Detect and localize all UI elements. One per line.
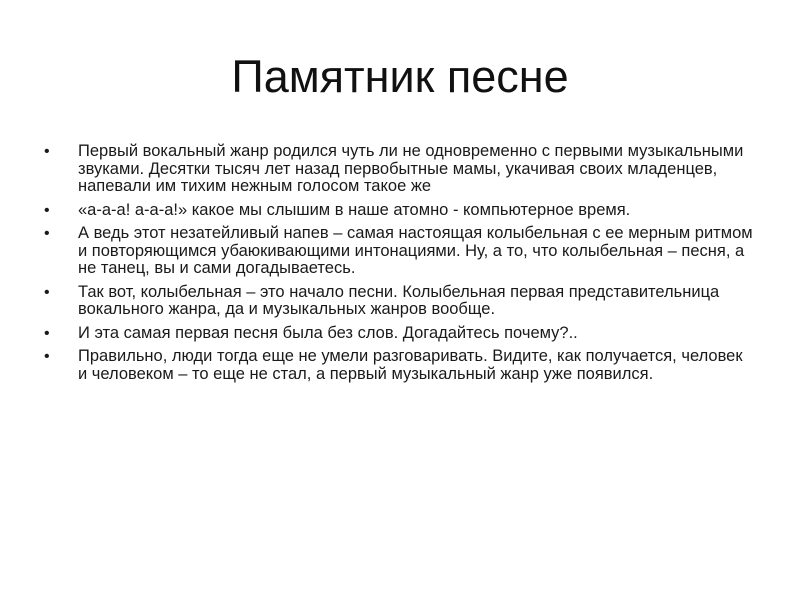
bullet-text: А ведь этот незатейливый напев – самая настоящая колыбельная с ее мерным ритмом и повторяющимся убаюкивающими интонациями. Ну, а то, что колыбельная – песня, а не танец, вы и сами догадываетесь. <box>78 224 753 277</box>
bullet-item <box>44 225 754 278</box>
slide-title: Памятник песне <box>231 51 569 102</box>
bullet-list <box>44 143 754 389</box>
bullet-item <box>44 348 754 383</box>
bullet-item <box>44 143 754 196</box>
bullet-icon: • <box>44 324 50 342</box>
bullet-text: Первый вокальный жанр родился чуть ли не одновременно с первыми музыкальными звуками. Десятки тысяч лет назад первобытные мамы, укачивая своих младенцев, напевали им тихим нежным голосом такое же <box>78 142 744 195</box>
bullet-icon: • <box>44 283 50 301</box>
bullet-text: Так вот, колыбельная – это начало песни. Колыбельная первая представительница вокального жанра, да и музыкальных жанров вообще. <box>78 282 720 318</box>
bullet-icon: • <box>44 348 50 365</box>
bullet-item <box>44 284 754 319</box>
bullet-item <box>44 202 754 220</box>
bullet-icon: • <box>44 201 50 219</box>
bullet-item <box>44 325 754 343</box>
bullet-text: И эта самая первая песня была без слов. Догадайтесь почему?.. <box>78 323 578 342</box>
bullet-icon: • <box>44 143 50 160</box>
bullet-text: «а-а-а! а-а-а!» какое мы слышим в наше атомно - компьютерное время. <box>78 200 631 219</box>
bullet-icon: • <box>44 225 50 242</box>
bullet-text: Правильно, люди тогда еще не умели разговаривать. Видите, как получается, человек и человеком – то еще не стал, а первый музыкальный жанр уже появился. <box>78 347 743 383</box>
